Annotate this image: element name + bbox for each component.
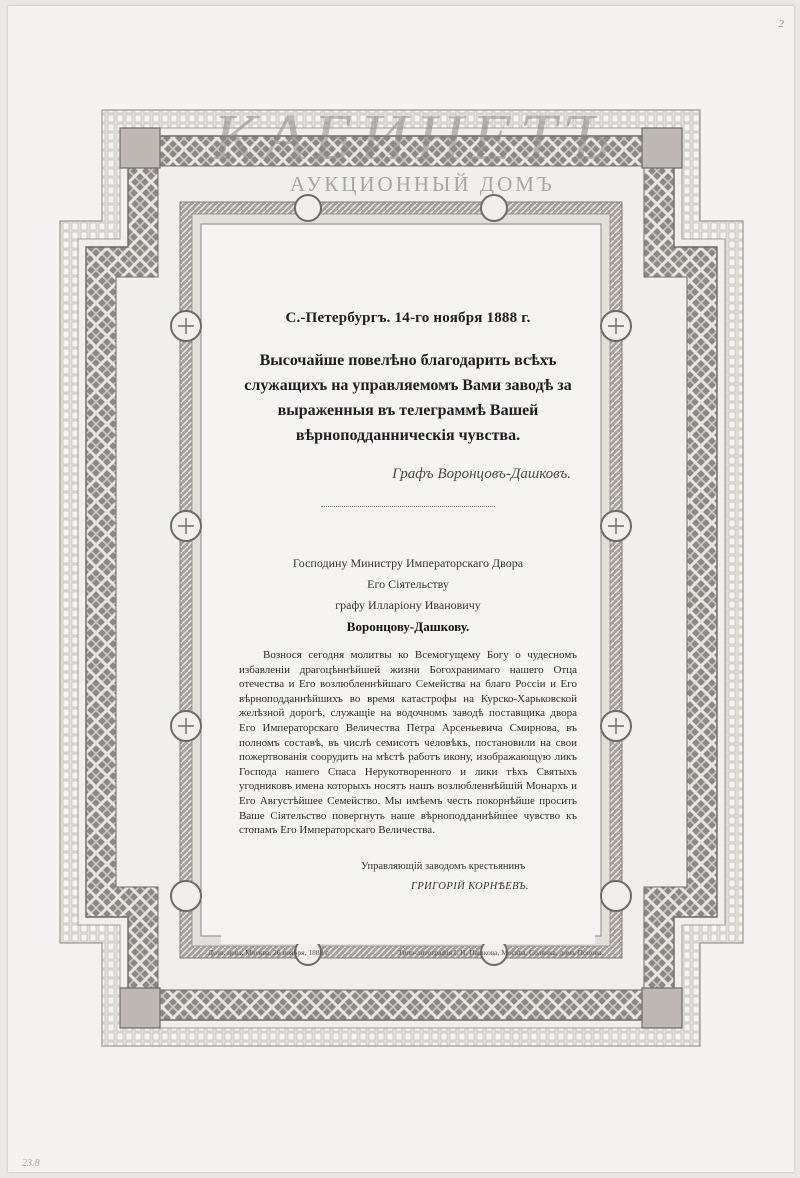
body-paragraph: Вознося сегодня молитвы ко Всемогущему Богу о чудесномъ избавленіи драгоцѣннѣйшей жизни Богохранимаго нашего Отца отечества и Его возлюбленнѣйшаго Семейства на благо Россіи и Его вѣрноподданнѣйшихъ во время катастрофы на Курско-Харьковской желѣзной дорогѣ, служащіе на водочномъ заводѣ поставщика двора Его Императорскаго Величества Петра Арсеньевича Смирнова, въ полномъ составѣ, въ числѣ семисотъ человѣкъ, постановили на свои пожертвованія соорудить на мѣстѣ работъ икону, изображающую ликъ Господа нашего Спаса Нерукотворенного и лики тѣхъ Святыхъ угодниковъ имена которыхъ носятъ нашъ возлюбленнѣйшій Монархъ и Его Августѣйшее Семейство. Мы имѣемъ честь покорнѣйше просить Ваше Сіятельство повергнуть наше вѣрноподданнѣйшее чувство къ стопамъ Его Императорскаго Величества. [239, 649, 577, 837]
dotted-divider [321, 506, 495, 507]
text-panel [208, 244, 604, 957]
censor-imprint: Дозв. ценз. Москва, 26 ноября, 1888 г. [208, 948, 330, 957]
address-line-3: графу Илларіону Ивановичу [335, 598, 481, 612]
manager-name: ГРИГОРІЙ КОРНѢЕВЪ. [411, 881, 529, 892]
watermark-brand: КАБИНЕТЪ [213, 101, 618, 174]
watermark-subtitle: АУКЦИОННЫЙ ДОМЪ [290, 172, 555, 196]
address-line-1: Господину Министру Императорскаго Двора [292, 556, 524, 570]
telegram-message: Высочайше повелѣно благодарить всѣхъ служащихъ на управляемомъ Вами заводѣ за выраженныя въ телеграммѣ Вашей вѣрноподданническія чувства. [244, 352, 572, 444]
address-line-2: Его Сіятельству [367, 577, 449, 591]
telegram-date: С.-Петербургъ. 14-го ноября 1888 г. [285, 310, 531, 326]
corner-mark-top: 2 [778, 18, 784, 30]
address-recipient: Воронцову-Дашкову. [346, 619, 470, 634]
telegram-signature: Графъ Воронцовъ-Дашковъ. [392, 466, 571, 482]
corner-mark-bottom: 23.8 [22, 1158, 40, 1169]
document-sheet [8, 6, 794, 1172]
printer-imprint: Типо-литографія І. Н. Пашкова, Москва, Солянка, домъ Попова. [398, 948, 604, 957]
manager-title: Управляющій заводомъ крестьянинъ [361, 861, 526, 872]
